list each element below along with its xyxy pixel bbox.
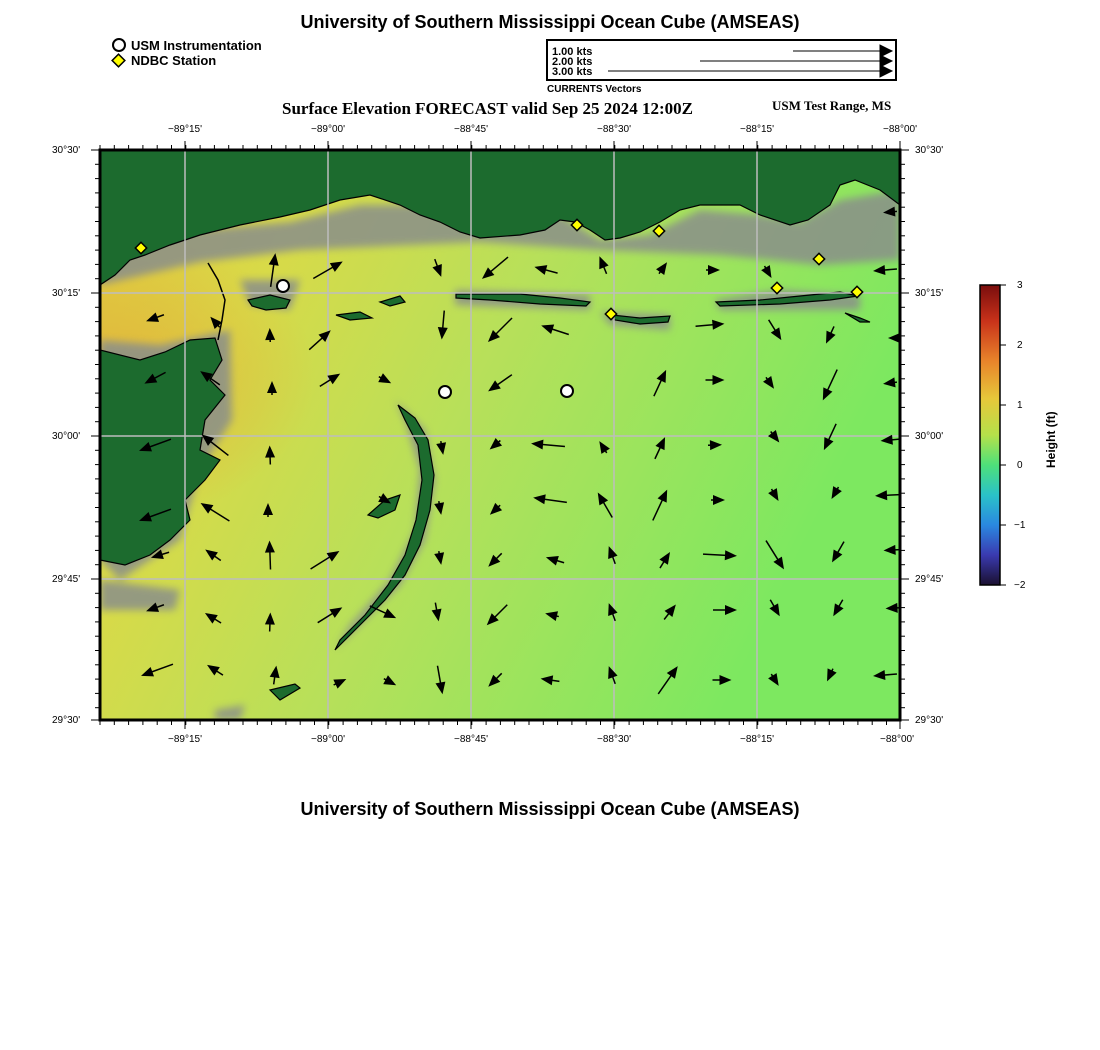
lat-tick-right: 30°30' bbox=[915, 145, 944, 156]
lon-tick-top: −89°15' bbox=[168, 124, 202, 135]
lon-tick-top: −88°30' bbox=[597, 124, 631, 135]
lat-tick-left: 30°30' bbox=[52, 145, 81, 156]
vector-row-3: 3.00 kts bbox=[552, 66, 593, 78]
map-subtitle: Surface Elevation FORECAST valid Sep 25 2024 12:00Z bbox=[282, 99, 694, 118]
lat-tick-right: 29°30' bbox=[915, 715, 944, 726]
lon-tick-bottom: −88°45' bbox=[454, 734, 488, 745]
usm-instrument-marker bbox=[277, 280, 289, 292]
colorbar-tick: 3 bbox=[1017, 280, 1023, 291]
colorbar-tick: −2 bbox=[1014, 580, 1026, 591]
range-label: USM Test Range, MS bbox=[772, 98, 892, 113]
lat-tick-left: 30°15' bbox=[52, 288, 81, 299]
lat-tick-right: 30°00' bbox=[915, 431, 944, 442]
colorbar bbox=[975, 280, 1015, 592]
lon-tick-top: −89°00' bbox=[311, 124, 345, 135]
colorbar-tick: −1 bbox=[1014, 520, 1026, 531]
footer-title: University of Southern Mississippi Ocean Cube (AMSEAS) bbox=[300, 799, 800, 819]
page-title: University of Southern Mississippi Ocean Cube (AMSEAS) bbox=[300, 12, 800, 32]
vector-row-1: 1.00 kts bbox=[552, 46, 593, 58]
lon-tick-bottom: −88°00' bbox=[880, 734, 914, 745]
lat-tick-left: 29°30' bbox=[52, 715, 81, 726]
vector-row-2: 2.00 kts bbox=[552, 56, 593, 68]
colorbar-tick: 1 bbox=[1017, 400, 1023, 411]
usm-instrument-marker bbox=[439, 386, 451, 398]
lon-tick-bottom: −88°15' bbox=[740, 734, 774, 745]
lon-tick-top: −88°00' bbox=[883, 124, 917, 135]
colorbar-title-text: Height (ft) bbox=[1044, 411, 1058, 468]
colorbar-tick: 2 bbox=[1017, 340, 1023, 351]
usm-instrument-marker bbox=[561, 385, 573, 397]
lon-tick-bottom: −89°00' bbox=[311, 734, 345, 745]
lat-tick-right: 29°45' bbox=[915, 574, 944, 585]
lon-tick-bottom: −89°15' bbox=[168, 734, 202, 745]
lat-tick-right: 30°15' bbox=[915, 288, 944, 299]
legend-ndbc-label: NDBC Station bbox=[131, 53, 217, 68]
colorbar-tick: 0 bbox=[1017, 460, 1023, 471]
lat-tick-left: 29°45' bbox=[52, 574, 81, 585]
lon-tick-top: −88°15' bbox=[740, 124, 774, 135]
lon-tick-bottom: −88°30' bbox=[597, 734, 631, 745]
vector-caption: CURRENTS Vectors bbox=[547, 84, 642, 95]
lat-tick-left: 30°00' bbox=[52, 431, 81, 442]
legend-usm-label: USM Instrumentation bbox=[131, 38, 262, 53]
lon-tick-top: −88°45' bbox=[454, 124, 488, 135]
